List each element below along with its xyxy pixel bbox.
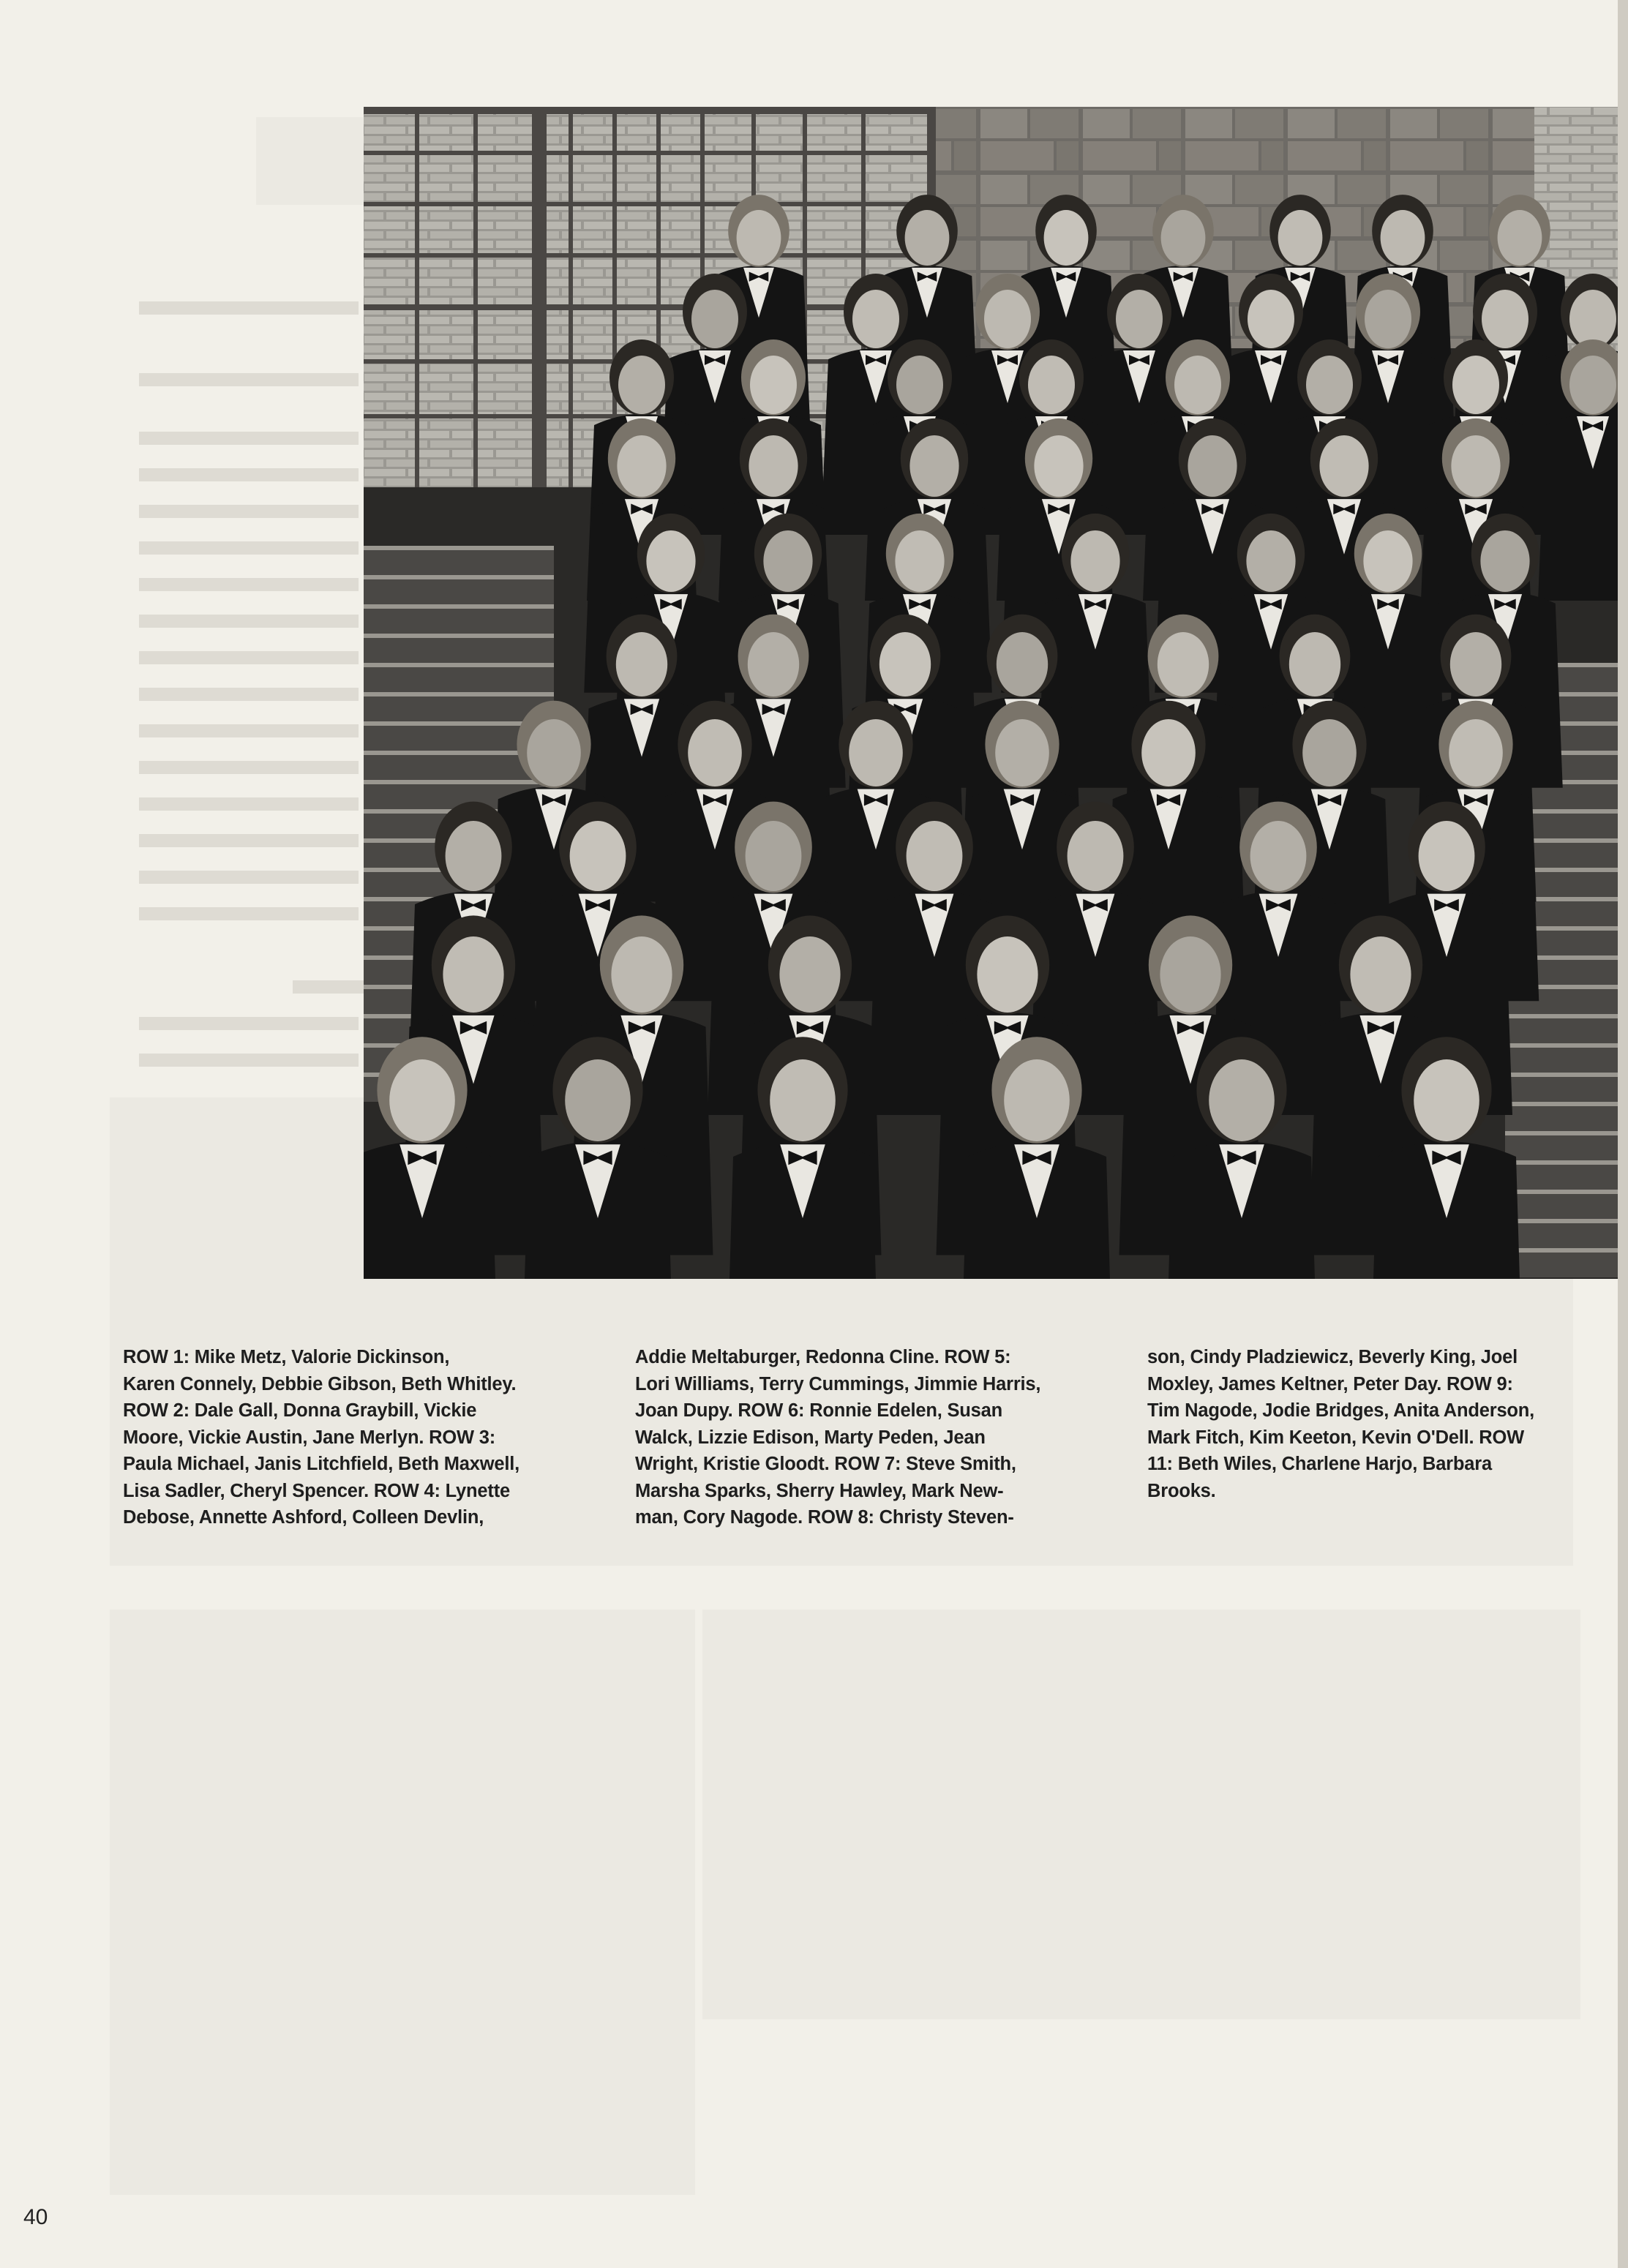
caption-column-2: [635, 1344, 1089, 1531]
caption-line: Marsha Sparks, Sherry Hawley, Mark New-: [635, 1480, 1004, 1501]
bleed-through-line: [139, 688, 359, 701]
bleed-through-line: [139, 834, 359, 847]
bleed-through-line: [139, 907, 359, 920]
caption-line: Lisa Sadler, Cheryl Spencer. ROW 4: Lynette: [123, 1480, 510, 1501]
caption-line: Paula Michael, Janis Litchfield, Beth Maxwell,: [123, 1454, 520, 1474]
bleed-through-line: [139, 871, 359, 884]
caption-line: Debose, Annette Ashford, Colleen Devlin,: [123, 1507, 484, 1528]
caption-column-1: [123, 1344, 577, 1531]
caption-line: Karen Connely, Debbie Gibson, Beth Whitley.: [123, 1373, 517, 1394]
bleed-through-line: [139, 301, 359, 315]
bleed-through-block-lower-left: [110, 1610, 695, 2195]
caption-line: Wright, Kristie Gloodt. ROW 7: Steve Smith,: [635, 1454, 1016, 1474]
bleed-through-line: [139, 797, 359, 811]
bleed-through-line: [139, 761, 359, 774]
caption-column-3: [1147, 1344, 1608, 1504]
bleed-through-line: [139, 651, 359, 664]
group-photo: [364, 107, 1628, 1279]
page-edge-shadow: [1618, 0, 1628, 2268]
bleed-through-block-lower-right: [702, 1610, 1580, 2019]
bleed-through-block-top: [256, 117, 366, 205]
caption-line: Lori Williams, Terry Cummings, Jimmie Harris,: [635, 1373, 1041, 1394]
caption-line: man, Cory Nagode. ROW 8: Christy Steven-: [635, 1507, 1014, 1528]
bleed-through-line: [139, 1054, 359, 1067]
bleed-through-line: [139, 468, 359, 481]
bleed-through-line: [139, 724, 359, 737]
bleed-through-line: [139, 615, 359, 628]
caption-line: Brooks.: [1147, 1480, 1216, 1501]
caption-line: Tim Nagode, Jodie Bridges, Anita Anderson,: [1147, 1400, 1535, 1421]
caption-line: son, Cindy Pladziewicz, Beverly King, Joel: [1147, 1347, 1518, 1367]
caption-line: 11: Beth Wiles, Charlene Harjo, Barbara: [1147, 1454, 1492, 1474]
bleed-through-line: [139, 541, 359, 555]
bleed-through-line: [139, 505, 359, 518]
caption-line: Mark Fitch, Kim Keeton, Kevin O'Dell. ROW: [1147, 1427, 1525, 1448]
bleed-through-line: [139, 578, 359, 591]
bleed-through-line: [139, 373, 359, 386]
caption-line: Moxley, James Keltner, Peter Day. ROW 9:: [1147, 1373, 1513, 1394]
page-number: 40: [23, 2205, 48, 2229]
caption-line: Addie Meltaburger, Redonna Cline. ROW 5:: [635, 1347, 1011, 1367]
caption-line: Walck, Lizzie Edison, Marty Peden, Jean: [635, 1427, 986, 1448]
bleed-through-line: [293, 980, 366, 994]
caption-line: Joan Dupy. ROW 6: Ronnie Edelen, Susan: [635, 1400, 1002, 1421]
group-portrait-photo-icon: [364, 107, 1628, 1279]
caption-line: ROW 1: Mike Metz, Valorie Dickinson,: [123, 1347, 450, 1367]
bleed-through-line: [139, 432, 359, 445]
bleed-through-line: [139, 1017, 359, 1030]
caption-line: ROW 2: Dale Gall, Donna Graybill, Vickie: [123, 1400, 477, 1421]
caption-line: Moore, Vickie Austin, Jane Merlyn. ROW 3:: [123, 1427, 496, 1448]
